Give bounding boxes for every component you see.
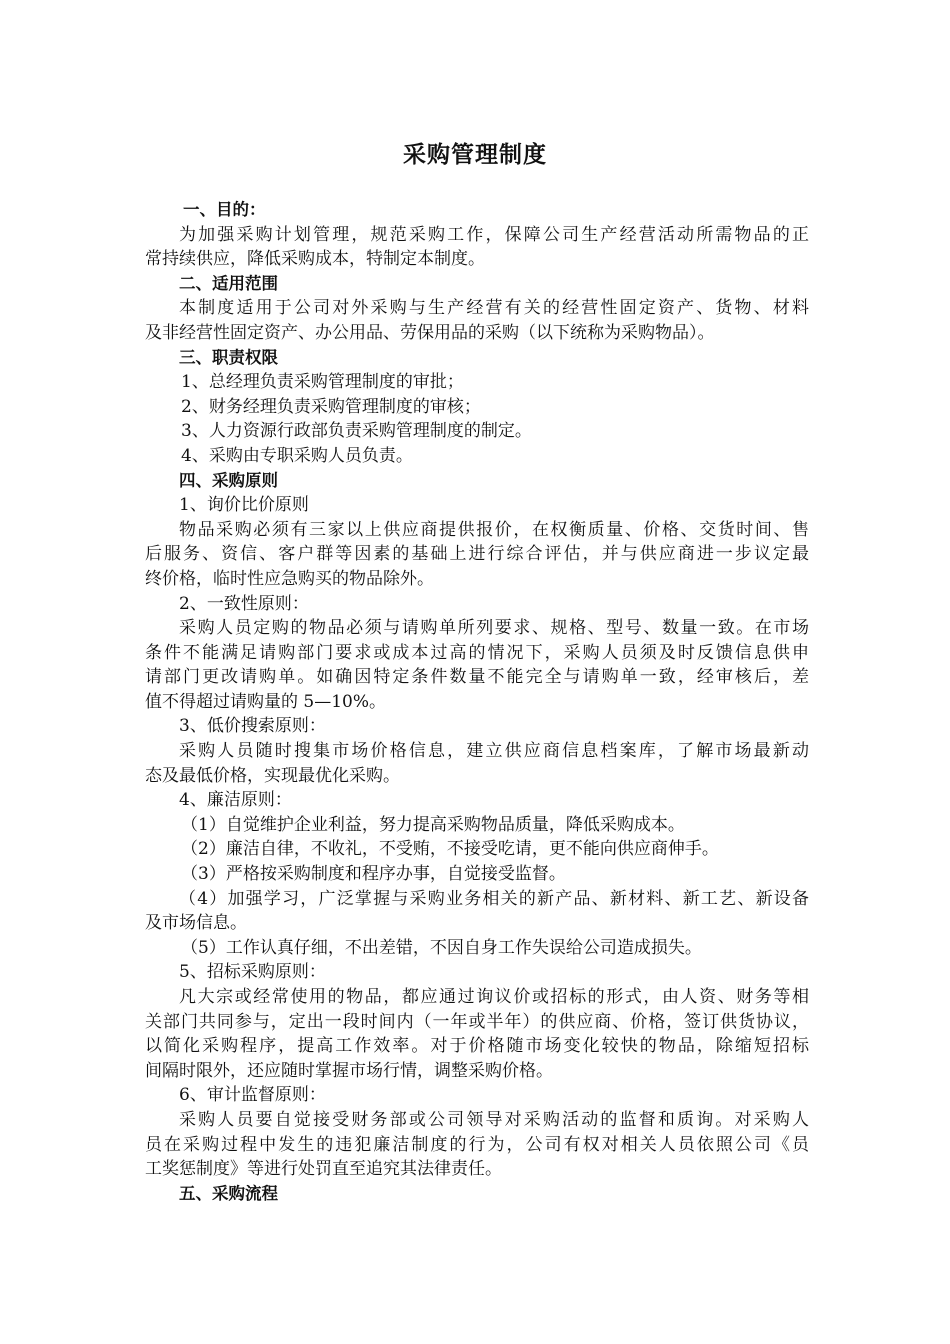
paragraph-line: 值不得超过请购量的 5—10%。 — [145, 691, 387, 712]
list-item: 3、人力资源行政部负责采购管理制度的制定。 — [181, 421, 532, 442]
paragraph-line: 及非经营性固定资产、办公用品、劳保用品的采购（以下统称为采购物品）。 — [145, 322, 715, 343]
paragraph-line: 物品采购必须有三家以上供应商提供报价，在权衡质量、价格、交货时间、售 — [179, 519, 809, 540]
list-item: （5）工作认真仔细，不出差错，不因自身工作失误给公司造成损失。 — [181, 937, 702, 958]
section-heading: 三、职责权限 — [179, 347, 278, 367]
paragraph-line: 以简化采购程序，提高工作效率。对于价格随市场变化较快的物品，除缩短招标 — [145, 1036, 809, 1057]
paragraph-line: 为加强采购计划管理，规范采购工作，保障公司生产经营活动所需物品的正 — [179, 224, 809, 245]
paragraph-line: 员在采购过程中发生的违犯廉洁制度的行为，公司有权对相关人员依照公司《员 — [145, 1134, 809, 1155]
paragraph-line: 凡大宗或经常使用的物品，都应通过询议价或招标的形式，由人资、财务等相 — [179, 987, 809, 1007]
list-item: 1、总经理负责采购管理制度的审批； — [181, 372, 464, 393]
page-title: 采购管理制度 — [403, 142, 547, 168]
paragraph-line: 工奖惩制度》等进行处罚直至追究其法律责任。 — [145, 1159, 502, 1180]
paragraph-line: 采购人员随时搜集市场价格信息，建立供应商信息档案库，了解市场最新动 — [179, 741, 809, 762]
section-heading: 四、采购原则 — [179, 470, 278, 490]
subsection-heading: 4、廉洁原则： — [179, 790, 292, 811]
paragraph-line: 态及最低价格，实现最优化采购。 — [145, 765, 400, 786]
document-body — [145, 198, 809, 1206]
paragraph-line: 采购人员要自觉接受财务部或公司领导对采购活动的监督和质询。对采购人 — [179, 1109, 809, 1130]
paragraph-line: 后服务、资信、客户群等因素的基础上进行综合评估，并与供应商进一步议定最 — [145, 544, 809, 565]
paragraph-line: 条件不能满足请购部门要求或成本过高的情况下，采购人员须及时反馈信息供申 — [145, 642, 809, 663]
section-heading: 二、适用范围 — [179, 273, 278, 293]
paragraph-line: 常持续供应，降低采购成本，特制定本制度。 — [145, 249, 485, 270]
paragraph-line: 间隔时限外，还应随时掌握市场行情，调整采购价格。 — [145, 1060, 553, 1081]
subsection-heading: 2、一致性原则： — [179, 593, 309, 614]
paragraph-line: 本制度适用于公司对外采购与生产经营有关的经营性固定资产、货物、材料 — [179, 298, 809, 319]
subsection-heading: 6、审计监督原则： — [179, 1085, 326, 1106]
section-heading: 五、采购流程 — [179, 1183, 278, 1203]
list-item: 4、采购由专职采购人员负责。 — [181, 445, 413, 466]
list-item: （2）廉洁自律，不收礼，不受贿，不接受吃请，更不能向供应商伸手。 — [181, 839, 719, 860]
subsection-heading: 3、低价搜索原则： — [179, 716, 326, 737]
paragraph-line: 采购人员定购的物品必须与请购单所列要求、规格、型号、数量一致。在市场 — [179, 618, 809, 639]
subsection-heading: 1、询价比价原则 — [179, 495, 309, 516]
paragraph-line: 关部门共同参与，定出一段时间内（一年或半年）的供应商、价格，签订供货协议， — [145, 1011, 809, 1032]
list-item: （3）严格按采购制度和程序办事，自觉接受监督。 — [181, 864, 566, 885]
list-item: （4）加强学习，广泛掌握与采购业务相关的新产品、新材料、新工艺、新设备 — [179, 888, 809, 909]
list-item: 2、财务经理负责采购管理制度的审核； — [181, 396, 481, 417]
list-item: （1）自觉维护企业利益，努力提高采购物品质量，降低采购成本。 — [181, 814, 685, 835]
paragraph-line: 请部门更改请购单。如确因特定条件数量不能完全与请购单一致，经审核后，差 — [145, 667, 809, 688]
paragraph-line: 终价格，临时性应急购买的物品除外。 — [145, 568, 434, 589]
subsection-heading: 5、招标采购原则： — [179, 962, 326, 983]
paragraph-line: 及市场信息。 — [145, 913, 247, 934]
section-heading: 一、目的： — [183, 200, 266, 219]
